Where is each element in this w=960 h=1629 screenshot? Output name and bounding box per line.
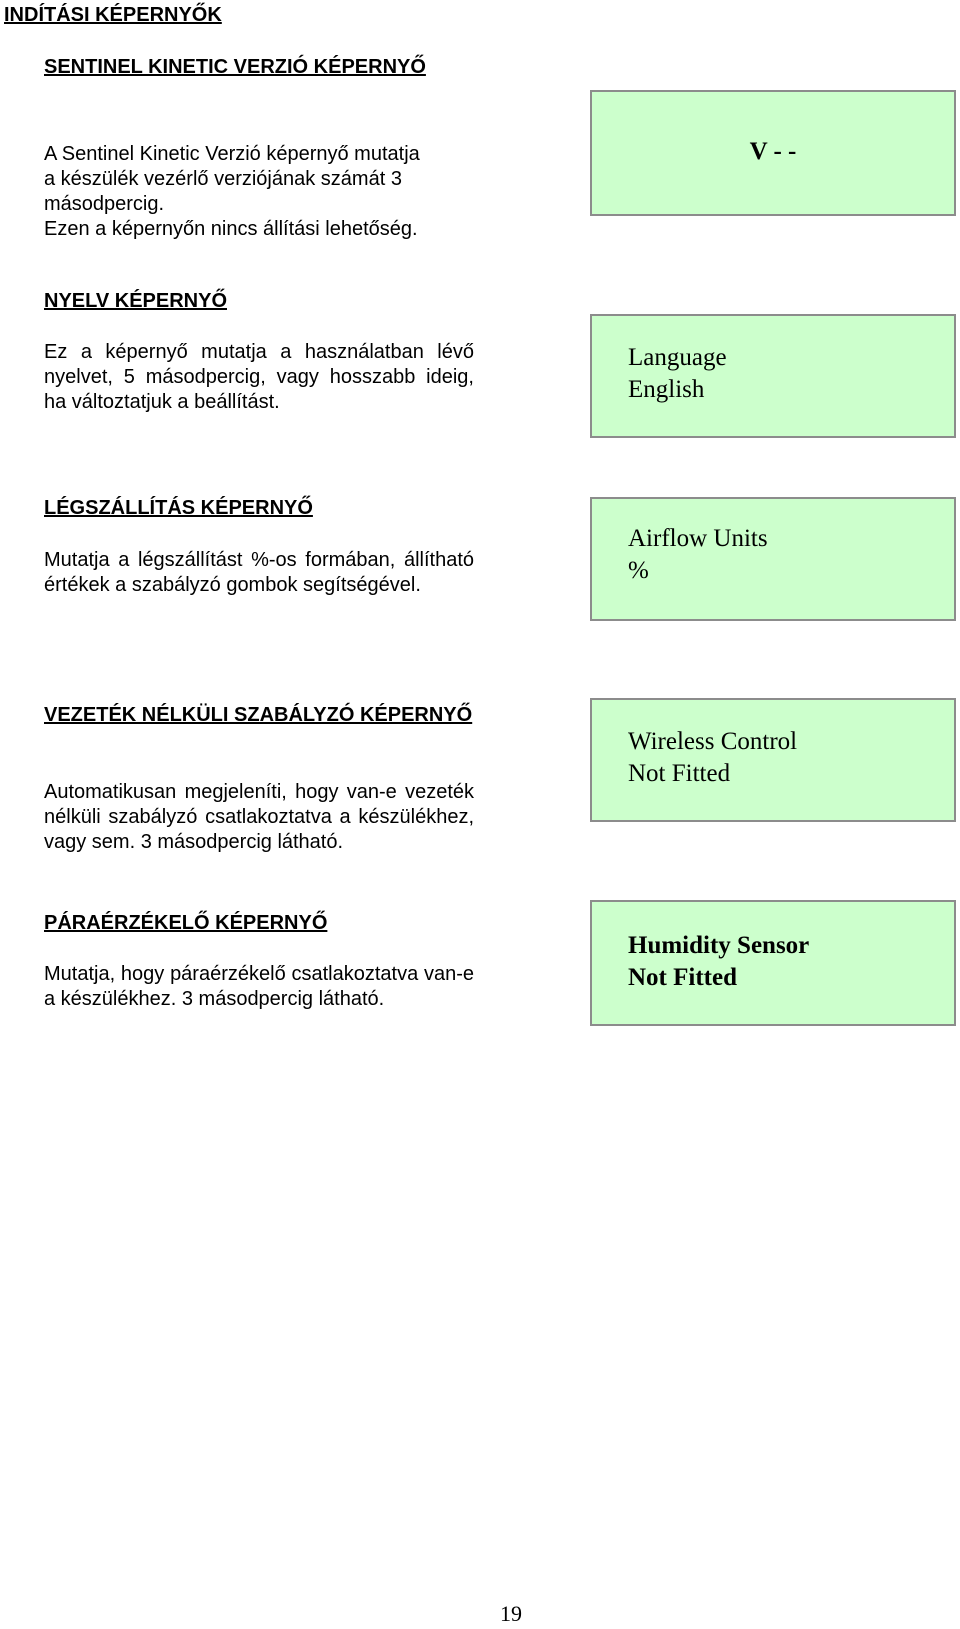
lcd-line-2: English [628,376,705,403]
lcd-wireless-display [590,698,956,822]
heading-version-screen: SENTINEL KINETIC VERZIÓ KÉPERNYŐ [44,56,426,78]
lcd-line-1: Language [628,344,727,371]
paragraph-line: A Sentinel Kinetic Verzió képernyő mutatja [44,143,420,165]
paragraph-humidity-screen: Mutatja, hogy páraérzékelő csatlakoztatva van-e a készülékhez. 3 másodpercig látható. [44,963,474,1010]
paragraph-language-screen: Ez a képernyő mutatja a használatban lévő nyelvet, 5 másodpercig, vagy hosszabb ideig, ha változtatjuk a beállítást. [44,341,474,413]
page-number: 19 [500,1601,522,1626]
lcd-line-1: Wireless Control [628,728,798,755]
lcd-language-display [590,314,956,438]
paragraph-line: a készülék vezérlő verziójának számát 3 [44,168,402,190]
lcd-line-2: Not Fitted [628,760,731,787]
heading-humidity-screen: PÁRAÉRZÉKELŐ KÉPERNYŐ [44,912,328,934]
heading-language-screen: NYELV KÉPERNYŐ [44,290,227,312]
lcd-airflow-display [590,497,956,621]
paragraph-line: másodpercig. [44,193,165,215]
paragraph-wireless-screen: Automatikusan megjeleníti, hogy van-e vezeték nélküli szabályzó csatlakoztatva a készülékhez, vagy sem. 3 másodpercig látható. [44,781,474,853]
lcd-line-1: Humidity Sensor [628,932,810,959]
lcd-humidity-display [590,900,956,1026]
page-title: INDÍTÁSI KÉPERNYŐK [4,4,222,26]
heading-airflow-screen: LÉGSZÁLLÍTÁS KÉPERNYŐ [44,497,313,519]
lcd-version-display [590,90,956,216]
heading-wireless-screen: VEZETÉK NÉLKÜLI SZABÁLYZÓ KÉPERNYŐ [44,704,473,726]
lcd-line-2: % [628,557,649,584]
paragraph-line: Ezen a képernyőn nincs állítási lehetőség. [44,218,418,240]
lcd-line-1: V - - [749,138,797,165]
paragraph-airflow-screen: Mutatja a légszállítást %-os formában, állítható értékek a szabályzó gombok segítségével. [44,549,474,596]
paragraph-version-screen [44,142,474,242]
lcd-line-1: Airflow Units [628,525,768,552]
lcd-line-2: Not Fitted [628,964,737,991]
